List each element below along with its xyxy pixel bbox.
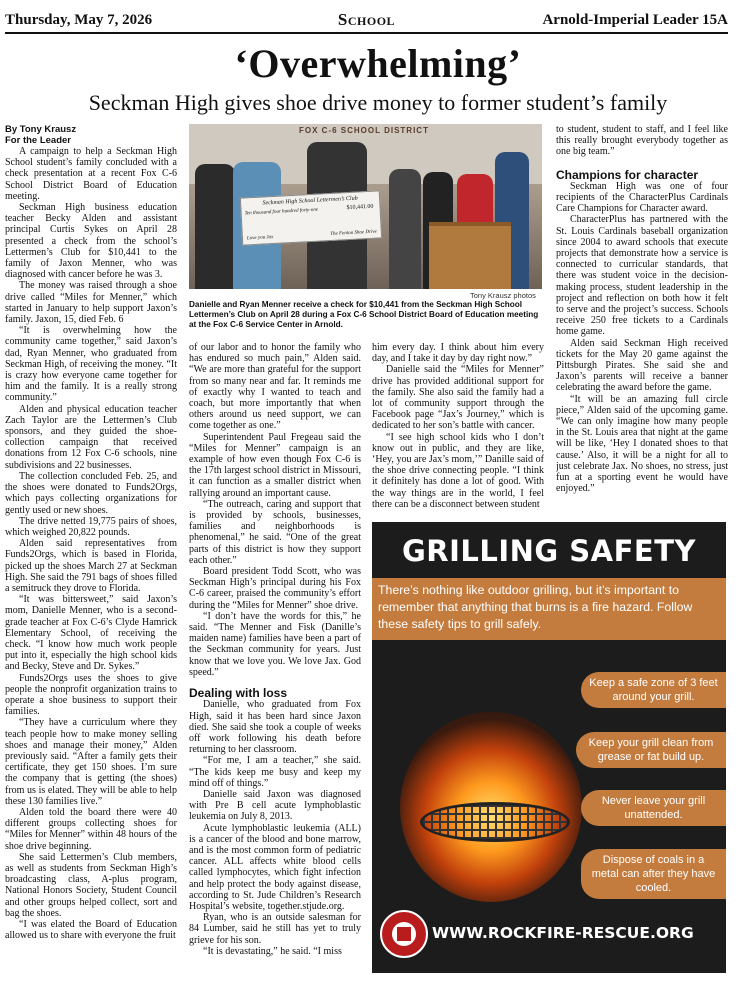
paragraph: CharacterPlus has partnered with the St. Louis Cardinals baseball organization since 2004 to award schools that execute projects that demonstrate how a service is connected to curricular standards, that there was student voice in the decision-making process, student leadership in the project and reflection on both how it felt to serve and the project’s success. Schools receive 250 free tickets to a Cardinals home game. <box>556 214 728 338</box>
section-heading-loss: Dealing with loss <box>189 686 288 701</box>
paragraph: “I was elated the Board of Education allowed us to share with everyone the fruit <box>5 919 177 942</box>
paragraph: “They have a curriculum where they teach people how to make money selling shoes and manage their money,” Alden previously said. “After a family gets their certificate, they get 150 shoes. I’m sure the company that is getting (the shoes) from us is elated. They will be able to help these 130 families live.” <box>5 717 177 807</box>
paragraph: A campaign to help a Seckman High School student’s family concluded with a check presentation at a recent Fox C-6 School District Board of Education meeting. <box>5 146 177 202</box>
col4b-text <box>556 181 728 495</box>
paragraph: She said Lettermen’s Club members, as well as students from Seckman High’s broadcasting class, A-plus program, National Honors Society, Student Council and other groups helped collect, sort and bag the shoes. <box>5 851 177 919</box>
ad-title: GRILLING SAFETY <box>401 534 697 568</box>
paragraph: “It is devastating,” he said. “I miss <box>203 945 342 957</box>
col2-text <box>189 342 361 678</box>
grill-grate-image <box>420 802 570 842</box>
paragraph: Alden told the board there were 40 different groups collecting shoes for “Miles for Menner” within 48 hours of the shoe drive beginning. <box>5 806 177 852</box>
article-column-4 <box>556 124 728 518</box>
paragraph: Alden said Seckman High received tickets for the May 20 game against the Pittsburgh Pirates. She said she and Jaxon’s parents will receive a banner celebrating the award before the game. <box>556 337 728 394</box>
issue-date: Thursday, May 7, 2026 <box>5 12 153 28</box>
ad-tip-3: Never leave your grill unattended. <box>581 790 726 826</box>
article-column-1 <box>5 124 177 976</box>
ad-tip-4: Dispose of coals in a metal can after they have cooled. <box>581 849 726 899</box>
paragraph: Superintendent Paul Fregeau said the “Miles for Menner” campaign is an example of how even though Fox C-6 is the 17th largest school district in Missouri, it can function as a smaller district when rallying around an important cause. <box>189 431 361 499</box>
paragraph: Danielle, who graduated from Fox High, said it has been hard since Jaxon died. She said she took a couple of weeks off work following his death before returning to her classroom. <box>189 699 361 756</box>
header-rule <box>5 32 728 34</box>
photo-caption: Danielle and Ryan Menner receive a check for $10,441 from the Seckman High School Lettermen’s Club on April 28 during a Fox C-6 School District Board of Education meeting at the Fox C-6 Service Center in Arnold. <box>189 300 539 329</box>
ceremonial-check <box>240 190 382 245</box>
paragraph: “I see high school kids who I don’t know out in public, and they are like, ‘Hey, you are Jax’s mom,’” Danille said of the shoe drive connecting people. “I think it definitely has done a lot of good. With the way things are in the world, I feel there can be a disconnect between student <box>372 431 544 510</box>
section-heading-champions: Champions for character <box>556 167 699 182</box>
check-memo: Love you Jax <box>246 235 274 242</box>
ad-url: WWW.ROCKFIRE-RESCUE.ORG <box>432 924 694 942</box>
byline-author: By Tony Krausz <box>5 124 77 135</box>
paragraph: of our labor and to honor the family who has endured so much pain,” Alden said. “We are more than grateful for the support from so many near and far. It reminds me of exactly why I wanted to teach and coach, but more importantly that when others around us need support, we can come together as one.” <box>189 342 361 432</box>
photo-credit: Tony Krausz photos <box>470 291 536 300</box>
paragraph: Board president Todd Scott, who was Seckman High’s principal during his Fox C-6 career, praised the community’s effort during the “Miles for Menner” shoe drive. <box>189 566 361 611</box>
paragraph: Ryan, who is an outside salesman for 84 Lumber, said he still has yet to truly grieve for his son. <box>189 912 361 946</box>
ad-tip-1: Keep a safe zone of 3 feet around your grill. <box>581 672 726 708</box>
subheadline: Seckman High gives shoe drive money to former student’s family <box>88 90 668 115</box>
person-1 <box>195 164 235 289</box>
paragraph: to student, student to staff, and I feel like this really brought everybody together as one big team.” <box>556 124 728 158</box>
paragraph: Funds2Orgs uses the shoes to give people the nonprofit organization trains to operate a shoe business to support their families. <box>5 672 177 718</box>
paragraph: Alden said representatives from Funds2Orgs, which is based in Florida, picked up the shoes March 27 at Seckman High. She said the 791 bags of shoes filled a semitruck they drove to Florida. <box>5 538 177 594</box>
article-column-3 <box>372 342 544 517</box>
podium <box>429 222 511 289</box>
check-amount-words: Ten thousand four hundred forty-one <box>244 207 319 217</box>
paragraph: Alden and physical education teacher Zach Taylor are the Lettermen’s Club sponsors, and they guided the shoe-collection campaign that received donations from 12 Fox C-6 schools, nine subdivisions and 22 businesses. <box>5 403 177 471</box>
page-header <box>5 10 728 32</box>
paragraph: “I don’t have the words for this,” he said. “The Menner and Fisk (Danille’s maiden name) families have been a part of the Seckman community for years. Just know that we love you. We love Jax. God speed.” <box>189 610 361 678</box>
paragraph: Seckman High was one of four recipients of the CharacterPlus Cardinals Care Champions for Character award. <box>556 180 728 215</box>
col3-text <box>372 342 544 510</box>
paragraph: The money was raised through a shoe drive called “Miles for Menner,” which started in January to help support Jaxon’s family. Jaxon, 15, died Feb. 6 <box>5 280 177 326</box>
check-school: Seckman High School Lettermen’s Club <box>262 195 358 207</box>
ad-tip-2: Keep your grill clean from grease or fat build up. <box>576 732 726 768</box>
logo-cross-icon <box>397 927 411 941</box>
paragraph: “It was bittersweet,” said Jaxon’s mom, Danielle Menner, who is a second-grade teacher at Fox C-6’s Clyde Hamrick Elementary School, of receiving the check. “I know how much work people put into it, especially the high school kids and Becky, Steve and Dr. Sykes.” <box>5 594 177 673</box>
headline: ‘Overwhelming’ <box>234 41 522 86</box>
check-amount: $10,441.00 <box>346 203 374 212</box>
check-signature: The Fenton Shoe Drive <box>330 229 377 238</box>
paragraph: him every day. I think about him every day, and I take it day by day right now.” <box>372 342 544 365</box>
col1-text <box>5 146 177 941</box>
paragraph: Acute lymphoblastic leukemia (ALL) is a cancer of the blood and bone marrow, and is the most common form of pediatric cancer. ALL affects white blood cells called lymphocytes, which fight infection and help protect the body against disease, according to St. Jude Children’s Research Hospital’s website, together.stjude.org. <box>189 822 361 912</box>
grilling-safety-ad <box>372 522 726 973</box>
paragraph: Danielle said the “Miles for Menner” drive has provided additional support for the family. She also said the family had a lot of community support through the Facebook page “Jax’s Journey,” which is dedicated to her son’s battle with cancer. <box>372 364 544 432</box>
paper-and-page: Arnold-Imperial Leader 15A <box>542 12 728 28</box>
byline <box>5 124 177 146</box>
article-column-2 <box>189 342 361 976</box>
paragraph: The collection concluded Feb. 25, and the shoes were donated to Funds2Orgs, which pays collecting organizations for gently used or new shoes. <box>5 470 177 516</box>
photo-banner: FOX C-6 SCHOOL DISTRICT <box>299 126 429 135</box>
col2b-text <box>189 699 361 957</box>
paragraph: Danielle said Jaxon was diagnosed with Pre B cell acute lymphoblastic leukemia on July 8, 2013. <box>189 788 361 823</box>
paragraph: The drive netted 19,775 pairs of shoes, which weighed 20,822 pounds. <box>5 515 177 538</box>
person-4 <box>389 169 421 289</box>
check-presentation-photo <box>189 124 542 289</box>
paragraph: “It will be an amazing full circle piece,” Alden said of the upcoming game. “We can only imagine how many people in the St. Louis area that night at the game will be like, ‘Hey I donated shoes to that cause.’ Also, it will be a night for all to just celebrate Jax. No shoes, no stress, just fun at a sporting event he would have enjoyed.” <box>556 393 728 495</box>
paragraph: Seckman High business education teacher Becky Alden and assistant principal Curtis Sykes on April 28 presented a check from the school’s Lettermen’s Club for $10,441 to the family of Jaxon Menner, who was diagnosed with cancer before he was 3. <box>5 202 177 281</box>
fire-district-logo <box>380 910 428 958</box>
ad-intro: There’s nothing like outdoor grilling, but it’s important to remember that anything that burns is a fire hazard. Follow these safety tips to grill safely. <box>372 578 726 640</box>
col4-text <box>556 124 728 158</box>
paragraph: “It is overwhelming how the community came together,” said Jaxon’s dad, Ryan Menner, who graduated from Seckman High, of receiving the money. “It is crazy how everyone came together for him and the family. It is a really strong community.” <box>5 325 177 404</box>
section-name: School <box>337 10 396 29</box>
byline-affiliation: For the Leader <box>5 135 71 146</box>
paragraph: “The outreach, caring and support that is provided by schools, businesses, families and neighborhoods is phenomenal,” he said. “One of the great parts of this district is how they support each other.” <box>189 498 361 566</box>
paragraph: “For me, I am a teacher,” she said. “The kids keep me busy and keep my mind off of things.” <box>189 755 361 789</box>
